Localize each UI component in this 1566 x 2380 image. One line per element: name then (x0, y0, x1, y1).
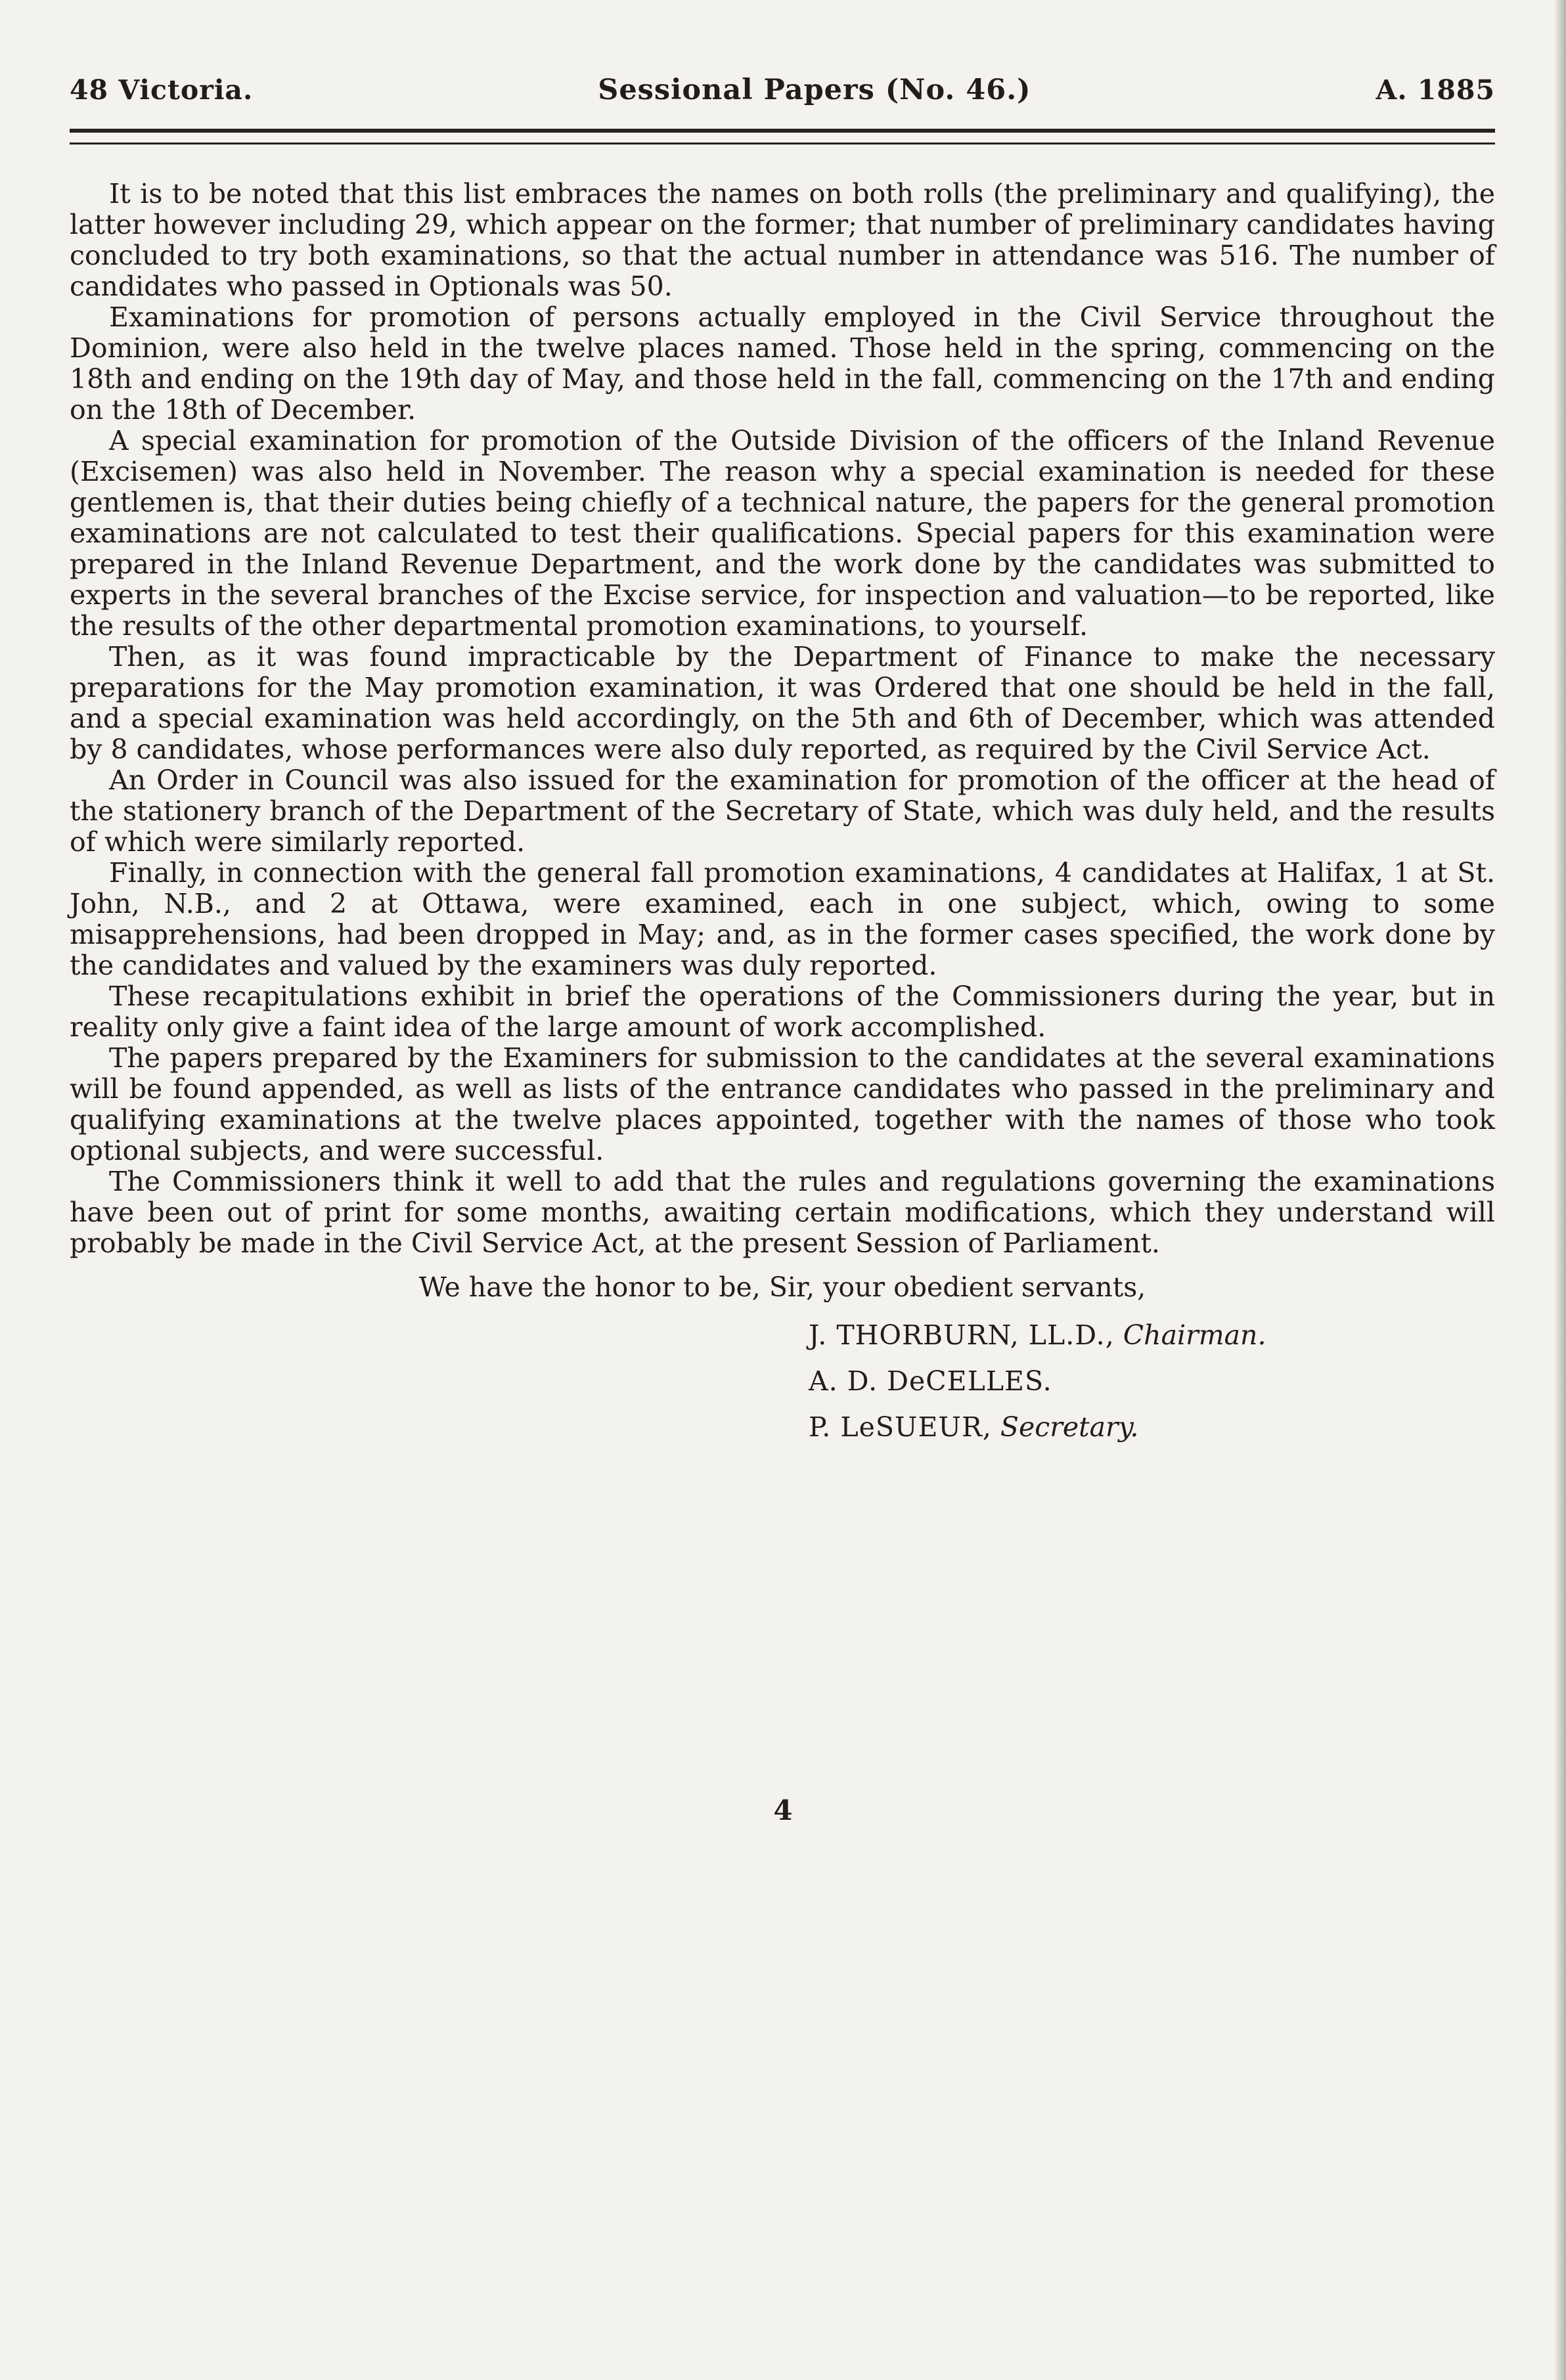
paragraph-5: An Order in Council was also issued for the examination for promotion of the officer at the head of the stationery branch of the Department of the Secretary of State, which was duly held, and the results of which were similarly reported. (70, 764, 1495, 858)
page-content (70, 74, 1495, 1450)
signature-block (809, 1312, 1495, 1450)
paragraph-4: Then, as it was found impracticable by the Department of Finance to make the necessary preparations for the May promotion examination, it was Ordered that one should be held in the fall, and a special examination was held accordingly, on the 5th and 6th of December, which was attended by 8 candidates, whose performances were also duly reported, as required by the Civil Service Act. (70, 641, 1495, 765)
paragraph-6: Finally, in connection with the general fall promotion examinations, 4 candidates at Halifax, 1 at St. John, N.B., and 2 at Ottawa, were examined, each in one subject, which, owing to some misapprehensions, had been dropped in May; and, as in the former cases specified, the work done by the candidates and valued by the examiners was duly reported. (70, 857, 1495, 981)
signature-line-3 (809, 1404, 1495, 1450)
paragraph-9: The Commissioners think it well to add that the rules and regulations governing the examinations have been out of print for some months, awaiting certain modifications, which they understand will probably be made in the Civil Service Act, at the present Session of Parliament. (70, 1166, 1495, 1259)
header-volume: 48 Victoria. (70, 74, 254, 106)
page-number: 4 (773, 1794, 793, 1826)
paragraph-7: These recapitulations exhibit in brief the operations of the Commissioners during the year, but in reality only give a faint idea of the large amount of work accomplished. (70, 981, 1495, 1043)
header-divider-rule (70, 129, 1495, 144)
signatory-name: J. THORBURN, LL.D., (809, 1319, 1115, 1351)
document-body (70, 179, 1495, 1259)
header-year: A. 1885 (1376, 74, 1495, 106)
signatory-role: Chairman. (1123, 1319, 1266, 1351)
signatory-name: A. D. DeCELLES. (809, 1365, 1052, 1397)
running-header (70, 74, 1495, 106)
header-title: Sessional Papers (No. 46.) (598, 74, 1031, 106)
signatory-role: Secretary. (1000, 1411, 1139, 1443)
paragraph-8: The papers prepared by the Examiners for submission to the candidates at the several examinations will be found appended, as well as lists of the entrance candidates who passed in the preliminary and qualifying examinations at the twelve places appointed, together with the names of those who took optional subjects, and were successful. (70, 1042, 1495, 1166)
closing-salutation: We have the honor to be, Sir, your obedient servants, (418, 1271, 1146, 1303)
signature-line-1 (809, 1312, 1495, 1358)
paragraph-1: It is to be noted that this list embraces the names on both rolls (the preliminary and qualifying), the latter however including 29, which appear on the former; that number of preliminary candidates having concluded to try both examinations, so that the actual number in attendance was 516. The number of candidates who passed in Optionals was 50. (70, 178, 1495, 302)
signatory-name: P. LeSUEUR, (809, 1411, 992, 1443)
signature-line-2 (809, 1358, 1495, 1404)
paragraph-3: A special examination for promotion of the Outside Division of the officers of the Inland Revenue (Excisemen) was also held in November. The reason why a special examination is needed for these gentlemen is, that their duties being chiefly of a technical nature, the papers for the general promotion examinations are not calculated to test their qualifications. Special papers for this examination were prepared in the Inland Revenue Department, and the work done by the candidates was submitted to experts in the several branches of the Excise service, for inspection and valuation—to be reported, like the results of the other departmental promotion examinations, to yourself. (70, 425, 1495, 642)
paragraph-2: Examinations for promotion of persons actually employed in the Civil Service throughout the Dominion, were also held in the twelve places named. Those held in the spring, commencing on the 18th and ending on the 19th day of May, and those held in the fall, commencing on the 17th and ending on the 18th of December. (70, 301, 1495, 426)
